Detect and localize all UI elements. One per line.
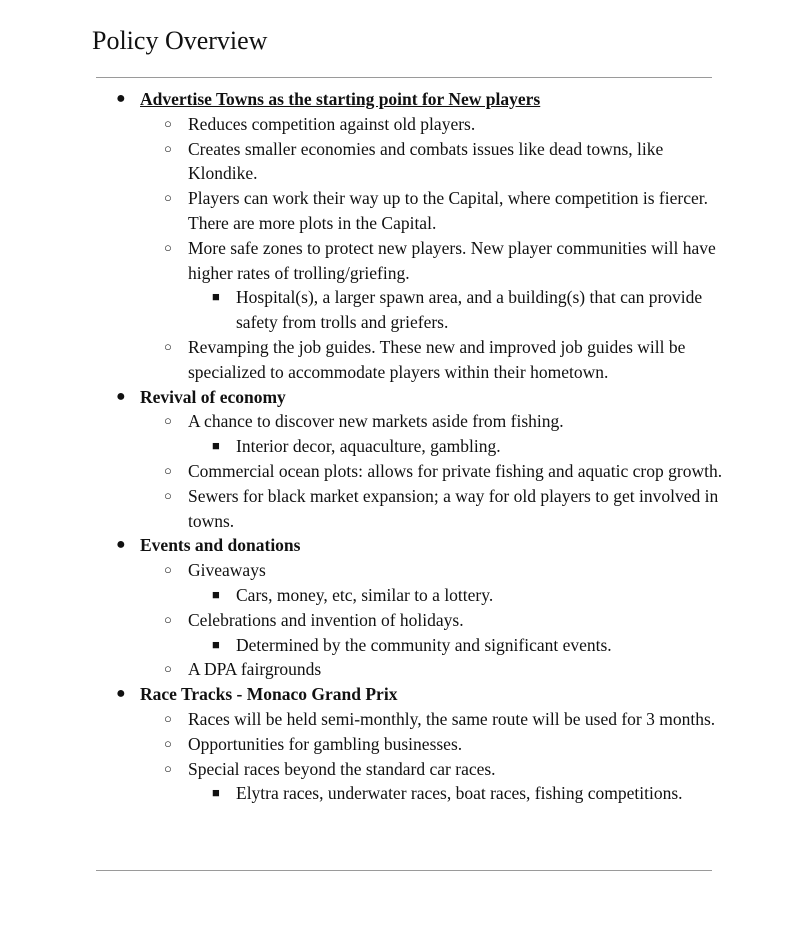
outline-item-text: Creates smaller economies and combats issues like dead towns, like Klondike.	[188, 138, 664, 184]
filled-bullet-icon: ●	[116, 536, 126, 554]
outline-item-text: Giveaways	[188, 560, 266, 581]
square-bullet-icon: ■	[212, 438, 220, 454]
filled-bullet-icon: ●	[116, 387, 126, 405]
outline-item-text: Interior decor, aquaculture, gambling.	[236, 436, 501, 457]
outline-item-level3	[212, 285, 726, 335]
outline-item-text: Events and donations	[140, 535, 301, 556]
outline-item-level2	[164, 137, 726, 187]
outline-item-level1	[116, 682, 726, 707]
outline-item-level2	[164, 732, 726, 757]
outline-item-text: Cars, money, etc, similar to a lottery.	[236, 584, 494, 605]
outline-item-level1	[116, 533, 726, 558]
outline-item-level2	[164, 608, 726, 633]
outline-item-level2	[164, 335, 726, 385]
outline-item-level2	[164, 236, 726, 286]
page-title: Policy Overview	[92, 26, 268, 55]
outline-item-text: Revival of economy	[140, 386, 286, 407]
outline-item-level2	[164, 186, 726, 236]
hollow-bullet-icon: ○	[164, 661, 172, 677]
hollow-bullet-icon: ○	[164, 338, 172, 354]
outline-item-level3	[212, 781, 726, 806]
top-divider	[96, 77, 712, 78]
bullet-outline	[116, 87, 726, 806]
hollow-bullet-icon: ○	[164, 115, 172, 131]
outline-item-text: Hospital(s), a larger spawn area, and a building(s) that can provide safety from trolls and griefers.	[236, 287, 703, 333]
hollow-bullet-icon: ○	[164, 190, 172, 206]
hollow-bullet-icon: ○	[164, 413, 172, 429]
square-bullet-icon: ■	[212, 636, 220, 652]
hollow-bullet-icon: ○	[164, 239, 172, 255]
outline-item-level2	[164, 558, 726, 583]
outline-item-level3	[212, 434, 726, 459]
outline-item-text: A chance to discover new markets aside from fishing.	[188, 411, 564, 432]
filled-bullet-icon: ●	[116, 685, 126, 703]
outline-item-level2	[164, 757, 726, 782]
square-bullet-icon: ■	[212, 785, 220, 801]
outline-item-level2	[164, 707, 726, 732]
hollow-bullet-icon: ○	[164, 562, 172, 578]
outline-item-text: Races will be held semi-monthly, the same route will be used for 3 months.	[188, 708, 716, 729]
outline-item-text: Determined by the community and significant events.	[236, 634, 612, 655]
hollow-bullet-icon: ○	[164, 760, 172, 776]
hollow-bullet-icon: ○	[164, 611, 172, 627]
outline-item-level3	[212, 633, 726, 658]
outline-item-text: More safe zones to protect new players. New player communities will have higher rates of trolling/griefing.	[188, 237, 716, 283]
outline-item-text: Players can work their way up to the Capital, where competition is fiercer. There are more plots in the Capital.	[188, 188, 708, 233]
square-bullet-icon: ■	[212, 586, 220, 602]
filled-bullet-icon: ●	[116, 90, 126, 107]
hollow-bullet-icon: ○	[164, 140, 172, 156]
outline-item-text: Sewers for black market expansion; a way for old players to get involved in towns.	[188, 485, 719, 531]
outline-item-text: A DPA fairgrounds	[188, 659, 322, 680]
outline-item-level2	[164, 459, 726, 484]
outline-item-text: Advertise Towns as the starting point for New players	[140, 89, 541, 109]
outline-item-level2	[164, 409, 726, 434]
outline-item-level2	[164, 657, 726, 682]
outline-item-text: Commercial ocean plots: allows for private fishing and aquatic crop growth.	[188, 460, 723, 481]
hollow-bullet-icon: ○	[164, 710, 172, 726]
outline-item-level2	[164, 484, 726, 534]
outline-item-text: Elytra races, underwater races, boat races, fishing competitions.	[236, 783, 683, 804]
hollow-bullet-icon: ○	[164, 735, 172, 751]
outline-item-text: Reduces competition against old players.	[188, 113, 476, 134]
hollow-bullet-icon: ○	[164, 487, 172, 503]
outline-item-text: Special races beyond the standard car races.	[188, 758, 496, 779]
outline-item-text: Revamping the job guides. These new and improved job guides will be specialized to accommodate players within their hometown.	[188, 336, 686, 382]
square-bullet-icon: ■	[212, 289, 220, 305]
outline-item-level1	[116, 385, 726, 410]
outline-item-level3	[212, 583, 726, 608]
bottom-divider	[96, 870, 712, 871]
outline-item-text: Opportunities for gambling businesses.	[188, 733, 463, 754]
outline-item-level1	[116, 87, 726, 112]
outline-item-text: Race Tracks - Monaco Grand Prix	[140, 684, 398, 705]
outline-item-text: Celebrations and invention of holidays.	[188, 609, 464, 630]
hollow-bullet-icon: ○	[164, 462, 172, 478]
outline-item-level2	[164, 112, 726, 137]
